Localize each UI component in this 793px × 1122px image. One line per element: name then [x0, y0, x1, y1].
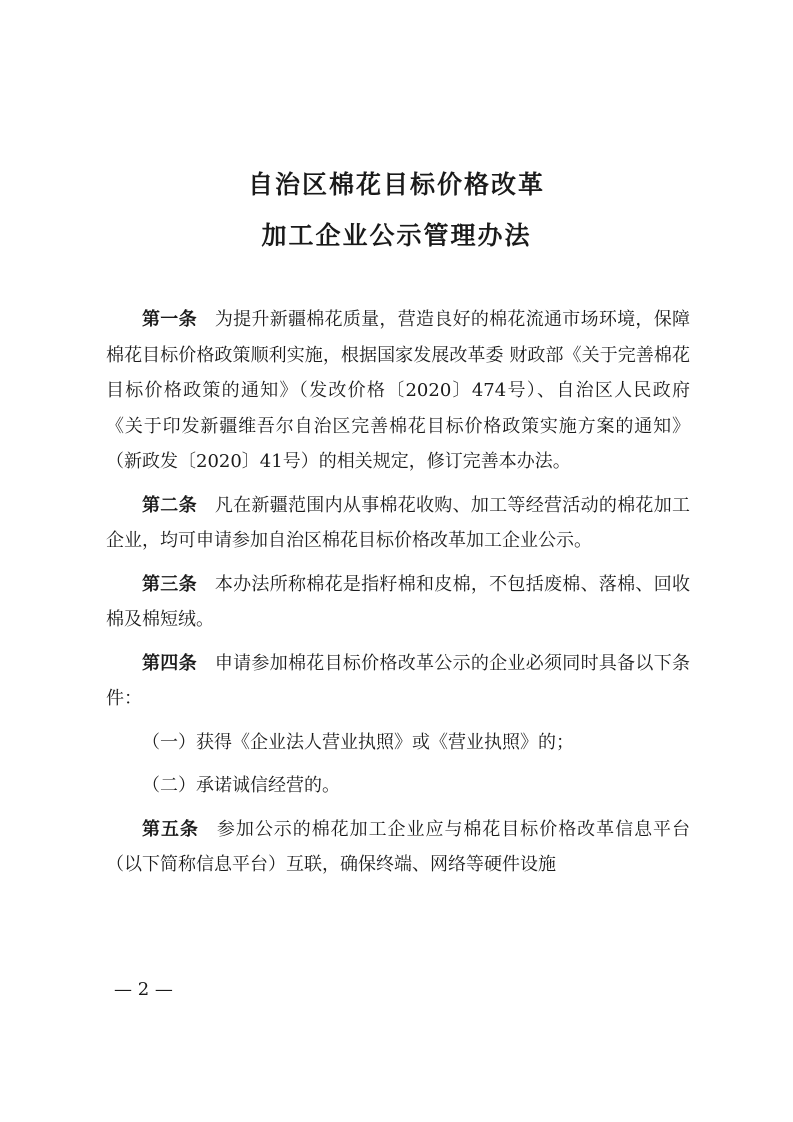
paragraph-article-2: [106, 488, 690, 559]
paragraph-article-4: [106, 646, 690, 717]
article-text: 为提升新疆棉花质量，营造良好的棉花流通市场环境，保障棉花目标价格政策顺利实施，根据国家发展改革委 财政部《关于完善棉花目标价格政策的通知》（发改价格〔2020〕474号）、自治区人民政府《关于印发新疆维吾尔自治区完善棉花目标价格政策实施方案的通知》（新政发〔2020〕41号）的相关规定，修订完善本办法。: [106, 309, 690, 472]
article-heading: 第四条: [142, 652, 197, 674]
article-heading: 第五条: [142, 818, 199, 840]
article-text: 参加公示的棉花加工企业应与棉花目标价格改革信息平台（以下简称信息平台）互联，确保终端、网络等硬件设施: [106, 818, 690, 875]
item-text: （一）获得《企业法人营业执照》或《营业执照》的；: [142, 731, 574, 753]
paragraph-item-2: [106, 768, 690, 804]
article-heading: 第三条: [142, 573, 197, 595]
document-title-line-1: 自治区棉花目标价格改革: [247, 170, 545, 199]
paragraph-article-5: [106, 812, 690, 883]
document-body: [106, 302, 690, 891]
paragraph-article-3: [106, 567, 690, 638]
paragraph-item-1: [106, 725, 690, 761]
article-heading: 第二条: [142, 494, 197, 516]
article-heading: 第一条: [142, 309, 197, 330]
article-text: 凡在新疆范围内从事棉花收购、加工等经营活动的棉花加工企业，均可申请参加自治区棉花目标价格改革加工企业公示。: [106, 494, 690, 551]
article-text: 本办法所称棉花是指籽棉和皮棉，不包括废棉、落棉、回收棉及棉短绒。: [106, 573, 690, 630]
document-title-line-2: 加工企业公示管理办法: [261, 221, 532, 250]
item-text: （二）承诺诚信经营的。: [142, 775, 340, 796]
page-number: — 2 —: [114, 979, 173, 1000]
article-text: 申请参加棉花目标价格改革公示的企业必须同时具备以下条件：: [106, 652, 690, 709]
paragraph-article-1: [106, 302, 690, 480]
